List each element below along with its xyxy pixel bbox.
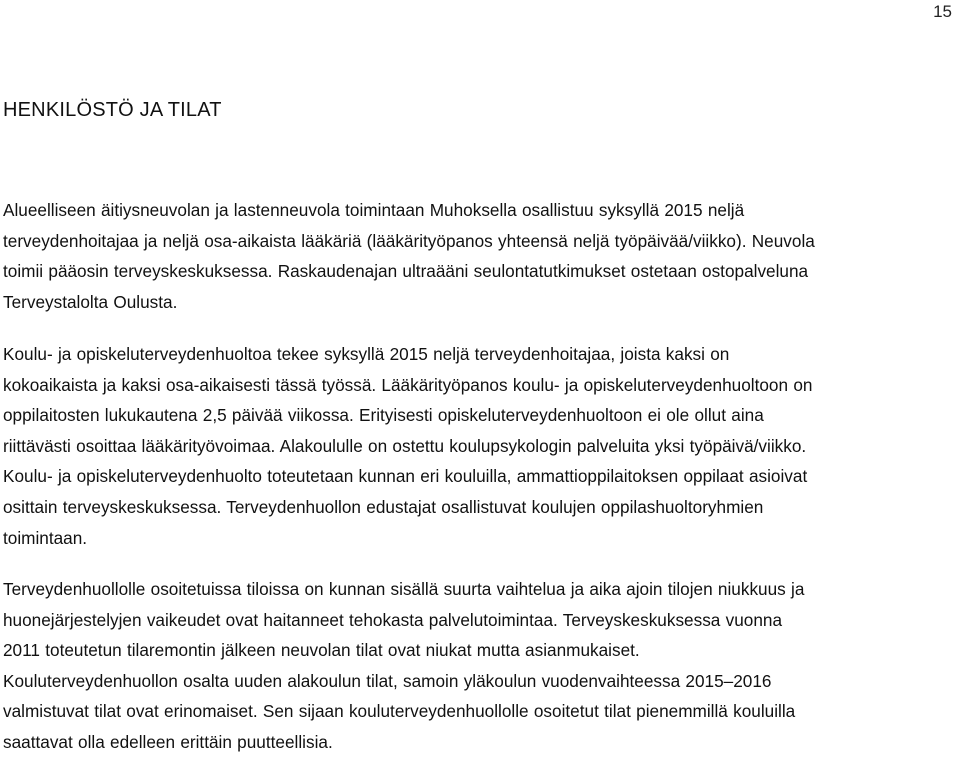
paragraph-line: Terveystalolta Oulusta.: [3, 291, 178, 312]
paragraph-line: riittävästi osoittaa lääkärityövoimaa. Alakoululle on ostettu koulupsykologin palveluita yksi työpäivä/viikko.: [3, 435, 807, 456]
paragraph-line: saattavat olla edelleen erittäin puutteellisia.: [3, 731, 333, 752]
section-heading: HENKILÖSTÖ JA TILAT: [3, 99, 222, 121]
paragraph-line: kokoaikaista ja kaksi osa-aikaisesti tässä työssä. Lääkärityöpanos koulu- ja opiskeluterveydenhuoltoon on: [3, 374, 813, 395]
page-number: 15: [933, 2, 952, 21]
paragraph-line: Koulu- ja opiskeluterveydenhuoltoa tekee syksyllä 2015 neljä terveydenhoitajaa, joista kaksi on: [3, 344, 730, 364]
paragraph-line: terveydenhoitajaa ja neljä osa-aikaista lääkäriä (lääkärityöpanos yhteensä neljä työpäivää/viikko). Neuvola: [3, 230, 815, 251]
paragraph-line: valmistuvat tilat ovat erinomaiset. Sen sijaan kouluterveydenhuollolle osoitetut tilat pienemmillä kouluilla: [3, 701, 796, 722]
paragraph-tilat: [3, 574, 955, 758]
paragraph-line: osittain terveyskeskuksessa. Terveydenhuollon edustajat osallistuvat koulujen oppilashuoltoryhmien: [3, 496, 764, 517]
paragraph-kouluterveydenhuolto: [3, 339, 955, 553]
paragraph-line: Alueelliseen äitiysneuvolan ja lastenneuvola toimintaan Muhoksella osallistuu syksyllä 2015 neljä: [3, 200, 745, 220]
paragraph-line: Kouluterveydenhuollon osalta uuden alakoulun tilat, samoin yläkoulun vuodenvaihteessa 2015–2016: [3, 670, 772, 691]
paragraph-line: Terveydenhuollolle osoitetuissa tiloissa on kunnan sisällä suurta vaihtelua ja aika ajoin tilojen niukkuus ja: [3, 579, 805, 599]
paragraph-line: 2011 toteutetun tilaremontin jälkeen neuvolan tilat ovat niukat mutta asianmukaiset.: [3, 640, 640, 661]
paragraph-line: toimintaan.: [3, 527, 88, 548]
paragraph-line: oppilaitosten lukukautena 2,5 päivää viikossa. Erityisesti opiskeluterveydenhuoltoon ei ole ollut aina: [3, 405, 764, 426]
paragraph-line: Koulu- ja opiskeluterveydenhuolto toteutetaan kunnan eri kouluilla, ammattioppilaitoksen oppilaat asioivat: [3, 466, 808, 487]
paragraph-line: toimii pääosin terveyskeskuksessa. Raskaudenajan ultraääni seulontatutkimukset ostetaan ostopalveluna: [3, 261, 809, 282]
paragraph-line: huonejärjestelyjen vaikeudet ovat haitanneet tehokasta palvelutoimintaa. Terveyskeskuksessa vuonna: [3, 609, 783, 630]
paragraph-neuvola: [3, 195, 955, 317]
